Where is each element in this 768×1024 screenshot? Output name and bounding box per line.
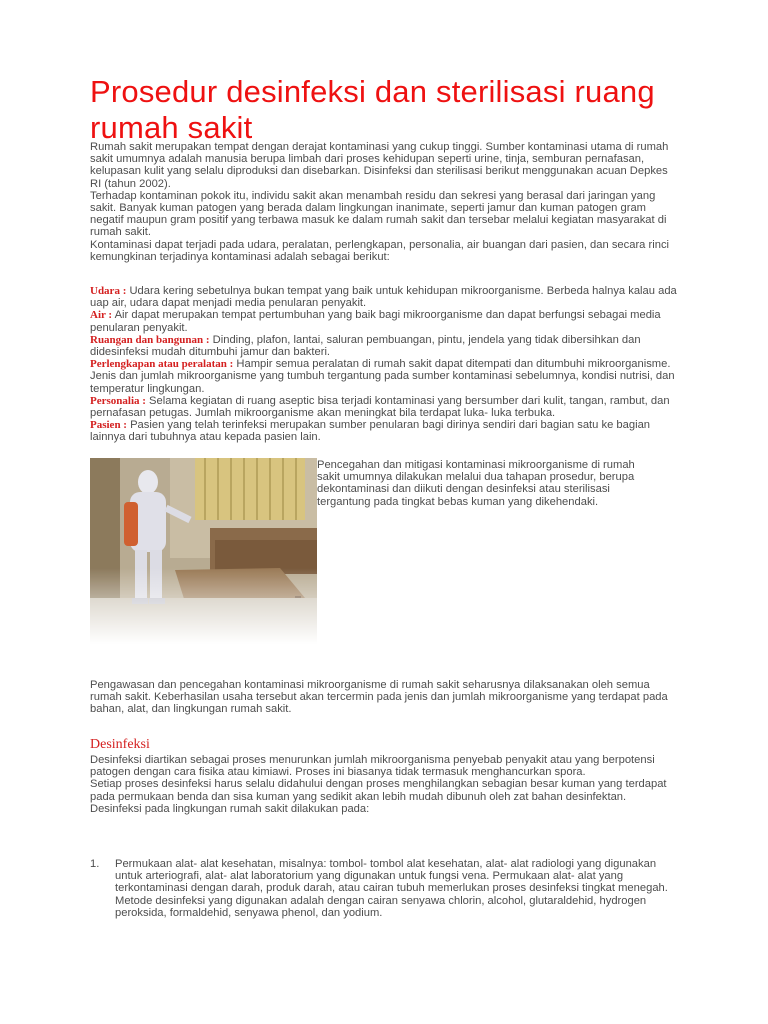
source-text: Selama kegiatan di ruang aseptic bisa terjadi kontaminasi yang bersumber dari kulit, tangan, rambut, dan pernafasan petugas. Jumlah mikroorganisme akan meningkat bila terdapat luka- luka terbuka.: [90, 394, 670, 420]
source-label: Udara :: [90, 285, 127, 297]
disinfection-photo: [90, 458, 317, 644]
desinfeksi-paragraph: Setiap proses desinfeksi harus selalu didahului dengan proses menghilangkan sebagian besar kuman yang terdapat pada permukaan benda dan sisa kuman yang sedikit akan lebih mudah dibunuh oleh zat bahan desinfektan.: [90, 778, 667, 803]
source-text: Air dapat merupakan tempat pertumbuhan yang baik bagi mikroorganisme dan dapat berfungsi sebagai media penularan penyakit.: [90, 309, 661, 334]
side-paragraph: Pencegahan dan mitigasi kontaminasi mikroorganisme di rumah sakit umumnya dilakukan melalui dua tahapan prosedur, berupa dekontaminasi dan diikuti dengan desinfeksi atau sterilisasi tergantung pada tingkat bebas kuman yang dikehendaki.: [317, 459, 635, 508]
source-text: Udara kering sebetulnya bukan tempat yang baik untuk kehidupan mikroorganisme. Berbeda halnya kalau ada uap air, udara dapat menjadi media penularan penyakit.: [90, 285, 677, 310]
source-item: [90, 419, 680, 443]
source-label: Pasien :: [90, 419, 127, 432]
source-label: Ruangan dan bangunan :: [90, 333, 210, 346]
source-item: [90, 334, 680, 358]
source-text: Pasien yang telah terinfeksi merupakan sumber penularan bagi dirinya sendiri dari bagian satu ke bagian lainnya dari tubuhnya atau kepada pasien lain.: [90, 419, 651, 444]
source-item: [90, 358, 680, 395]
intro-paragraph: Terhadap kontaminan pokok itu, individu sakit akan menambah residu dan sekresi yang berasal dari jaringan yang sakit. Banyak kuman patogen yang berada dalam lingkungan inanimate, seperti jamur dan kuman patogen gram negatif maupun gram positif yang terbawa masuk ke dalam rumah sakit dan tersebar melalui kegiatan masyarakat di rumah sakit.: [90, 189, 667, 239]
source-item: [90, 309, 680, 333]
desinfeksi-paragraph: Desinfeksi diartikan sebagai proses menurunkan jumlah mikroorganisma penyebab penyakit atau yang berpotensi patogen dengan cara fisika atau kimiawi. Proses ini biasanya tidak termasuk menghancurkan spora.: [90, 754, 655, 779]
desinfeksi-section: [90, 754, 670, 815]
source-label: Personalia :: [90, 394, 146, 407]
contamination-sources: [90, 285, 680, 444]
desinfeksi-paragraph: Desinfeksi pada lingkungan rumah sakit dilakukan pada:: [90, 802, 370, 815]
section-heading: Desinfeksi: [90, 737, 150, 752]
source-label: Air :: [90, 309, 113, 322]
source-text: Dinding, plafon, lantai, saluran pembuangan, pintu, jendela yang tidak dibersihkan dan didesinfeksi mudah ditumbuhi jamur dan bakteri.: [90, 333, 641, 359]
source-item: [90, 395, 680, 419]
intro-section: [90, 141, 680, 263]
intro-paragraph: Rumah sakit merupakan tempat dengan derajat kontaminasi yang cukup tinggi. Sumber kontaminasi utama di rumah sakit umumnya adalah manusia berupa limbah dari proses kehidupan seperti urine, tinja, semburan pernafasan, kelupasan kulit yang selalu diproduksi dan disebarkan. Disinfeksi dan sterilisasi berikut menggunakan acuan Depkes RI (tahun 2002).: [90, 141, 669, 190]
source-label: Perlengkapan atau peralatan :: [90, 358, 234, 371]
source-text: Hampir semua peralatan di rumah sakit dapat ditempati dan ditumbuhi mikroorganisme. Jenis dan jumlah mikroorganisme yang tumbuh tergantung pada sumber kontaminasi sebelumnya, kondisi nutrisi, dan temperatur lingkungan.: [90, 358, 675, 395]
list-item-text: Permukaan alat- alat kesehatan, misalnya: tombol- tombol alat kesehatan, alat- alat radiologi yang digunakan untuk arteriografi, alat- alat laboratorium yang digunakan untuk fungsi vena. Permukaan alat- alat yang terkontaminasi dengan darah, produk darah, atau cairan tubuh memerlukan proses desinfeksi tingkat menegah. Metode desinfeksi yang digunakan adalah dengan cairan senyawa chlorin, alcohol, glutaraldehid, hydrogen peroksida, formaldehid, senyawa phenol, dan yodium.: [115, 858, 668, 919]
oversight-paragraph: Pengawasan dan pencegahan kontaminasi mikroorganisme di rumah sakit seharusnya dilaksanakan oleh semua rumah sakit. Keberhasilan usaha tersebut akan tercermin pada jenis dan jumlah mikroorganisme yang terdapat pada bahan, alat, dan lingkungan rumah sakit.: [90, 679, 668, 716]
intro-paragraph: Kontaminasi dapat terjadi pada udara, peralatan, perlengkapan, personalia, air buangan dari pasien, dan secara rinci kemungkinan terjadinya kontaminasi adalah sebagai berikut:: [90, 238, 670, 263]
source-item: [90, 285, 680, 309]
page-title: Prosedur desinfeksi dan sterilisasi ruang rumah sakit: [90, 74, 655, 145]
list-item-number: 1.: [90, 858, 100, 870]
